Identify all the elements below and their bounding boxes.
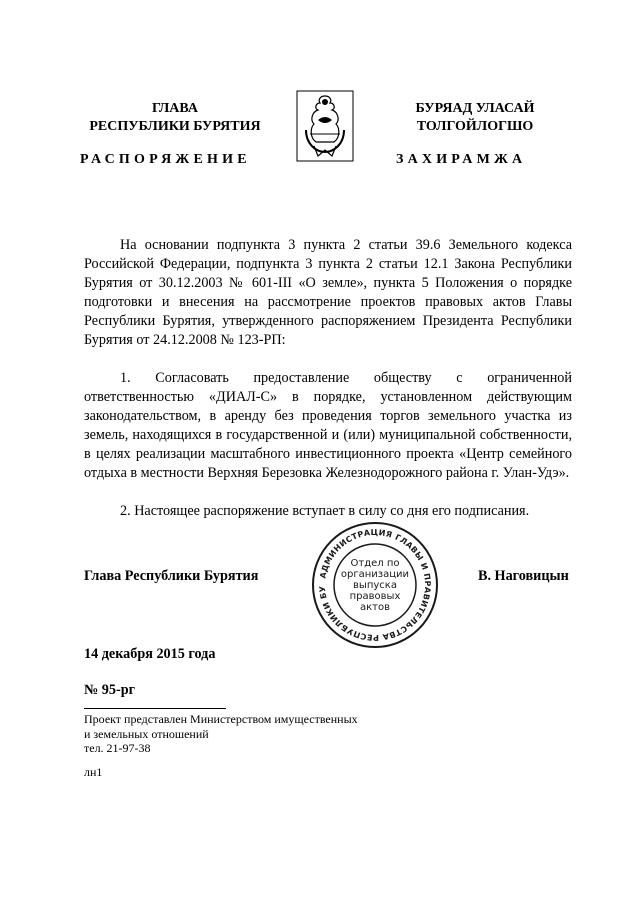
stamp-inner-text — [310, 558, 440, 613]
coat-of-arms — [296, 90, 354, 162]
footer-divider — [84, 708, 226, 709]
item-1-paragraph: 1. Согласовать предоставление обществу с ограниченной ответственностью «ДИАЛ-С» в порядке, установленном действующим законодательством, в аренду без проведения торгов земельного участка из земель, находящихся в государственной и (или) муниципальной собственности, в целях реализации масштабного инвестиционного проекта «Центр семейного отдыха в местности Верхняя Березовка Железнодорожного района г. Улан-Удэ». — [84, 370, 572, 481]
footer-note — [84, 712, 424, 779]
stamp-line-1: Отдел по — [350, 558, 400, 569]
signatory-position: Глава Республики Бурятия — [84, 568, 259, 584]
document-date: 14 декабря 2015 года — [84, 646, 216, 662]
issuer-right-line1: БУРЯАД УЛАСАЙ — [415, 101, 535, 116]
stamp-line-5: актов — [359, 602, 390, 613]
emblem-icon — [296, 90, 354, 162]
issuer-left-line2: РЕСПУБЛИКИ БУРЯТИЯ — [89, 119, 261, 134]
footer-line-2: и земельных отношений — [84, 726, 209, 741]
doc-type-right: ЗАХИРАМЖА — [396, 152, 527, 167]
stamp-line-4: правовых — [349, 591, 401, 602]
footer-line-3: тел. 21-97-38 — [84, 741, 151, 755]
signatory-name: В. Наговицын — [478, 568, 569, 584]
footer-line-1: Проект представлен Министерством имущественных — [84, 712, 358, 726]
issuer-left-line1: ГЛАВА — [152, 101, 198, 116]
issuer-left — [60, 100, 290, 136]
stamp-line-2: организации — [340, 569, 410, 580]
footer-line-4: лн1 — [84, 764, 103, 779]
document-body — [84, 236, 572, 521]
document-number: № 95-рг — [84, 682, 136, 698]
stamp-ring-text: АДМИНИСТРАЦИЯ ГЛАВЫ И ПРАВИТЕЛЬСТВА РЕСПУБЛИКИ БУ — [317, 527, 433, 643]
doc-type-left: РАСПОРЯЖЕНИЕ — [80, 152, 251, 167]
stamp-line-3: выпуска — [353, 580, 397, 591]
official-stamp — [310, 520, 440, 650]
issuer-right-line2: ТОЛГОЙЛОГШО — [416, 119, 534, 134]
issuer-right — [360, 100, 590, 136]
item-2-paragraph: 2. Настоящее распоряжение вступает в силу со дня его подписания. — [120, 503, 530, 519]
preamble-paragraph: На основании подпункта 3 пункта 2 статьи 39.6 Земельного кодекса Российской Федерации, подпункта 3 пункта 2 статьи 12.1 Закона Республики Бурятия от 30.12.2003 № 601-III «О земле», пункта 5 Положения о порядке подготовки и внесения на рассмотрение проектов правовых актов Главы Республики Бурятия, утвержденного распоряжением Президента Республики Бурятия от 24.12.2008 № 123-РП: — [84, 237, 572, 348]
